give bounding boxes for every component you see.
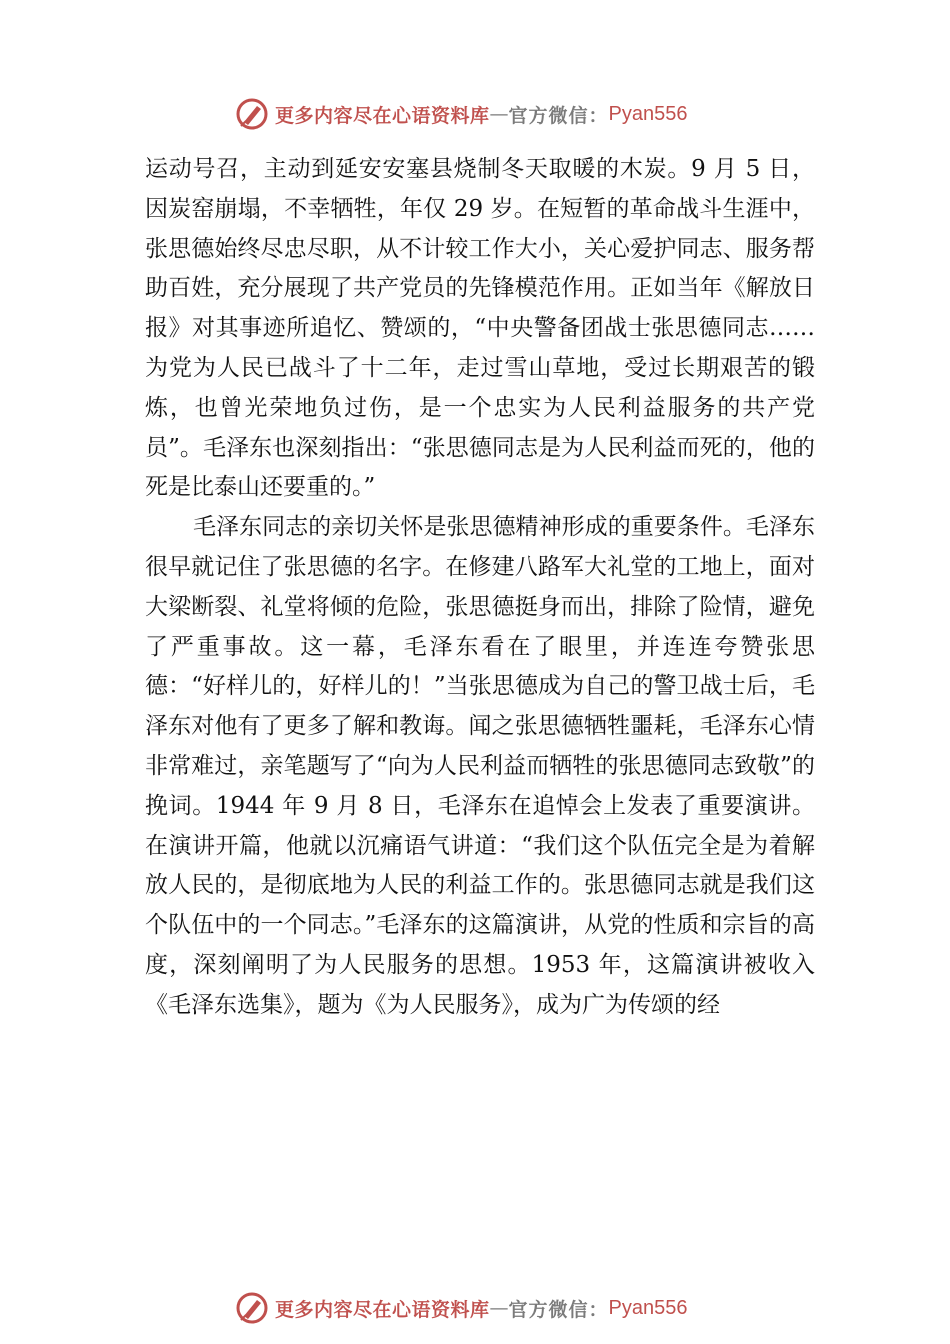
- header-wechat-id: Pyan556: [608, 102, 688, 125]
- paragraph-2: 毛泽东同志的亲切关怀是张思德精神形成的重要条件。毛泽东很早就记住了张思德的名字。在修建八路军大礼堂的工地上，面对大梁断裂、礼堂将倾的危险，张思德挺身而出，排除了险情，避免了严重事故。这一幕，毛泽东看在了眼里，并连连夸赞张思德：“好样儿的，好样儿的！”当张思德成为自己的警卫战士后，毛泽东对他有了更多了解和教诲。闻之张思德牺牲噩耗，毛泽东心情非常难过，亲笔题写了“向为人民利益而牺牲的张思德同志致敬”的挽词。1944 年 9 月 8 日，毛泽东在追悼会上发表了重要演讲。在演讲开篇，他就以沉痛语气讲道：“我们这个队伍完全是为着解放人民的，是彻底地为人民的利益工作的。张思德同志就是我们这个队伍中的一个同志。”毛泽东的这篇演讲，从党的性质和宗旨的高度，深刻阐明了为人民服务的思想。1953 年，这篇演讲被收入《毛泽东选集》，题为《为人民服务》，成为广为传颂的经: [145, 514, 815, 1018]
- body-text: [145, 150, 815, 1026]
- pen-circle-icon: [235, 97, 269, 131]
- pen-circle-icon: [235, 1291, 269, 1325]
- footer-title: 更多内容尽在心语资料库: [275, 1298, 490, 1321]
- paragraph-1: 运动号召，主动到延安安塞县烧制冬天取暖的木炭。9 月 5 日，因炭窑崩塌，不幸牺牲，年仅 29 岁。在短暂的革命战斗生涯中，张思德始终尽忠尽职，从不计较工作大小，关心爱护同志、服务帮助百姓，充分展现了共产党员的先锋模范作用。正如当年《解放日报》对其事迹所追忆、赞颂的，“中央警备团战士张思德同志……为党为人民已战斗了十二年，走过雪山草地，受过长期艰苦的锻炼，也曾光荣地负过伤，是一个忠实为人民利益服务的共产党员”。毛泽东也深刻指出：“张思德同志是为人民利益而死的，他的死是比泰山还要重的。”: [145, 156, 815, 501]
- header-separator: —: [489, 103, 509, 125]
- header-wechat-label: 官方微信：: [508, 104, 609, 127]
- footer-wechat-label: 官方微信：: [508, 1298, 609, 1321]
- footer-banner: [235, 1288, 755, 1328]
- header-title: 更多内容尽在心语资料库: [275, 104, 490, 127]
- footer-separator: —: [489, 1297, 509, 1319]
- header-banner: [235, 94, 755, 134]
- footer-wechat-id: Pyan556: [608, 1296, 688, 1319]
